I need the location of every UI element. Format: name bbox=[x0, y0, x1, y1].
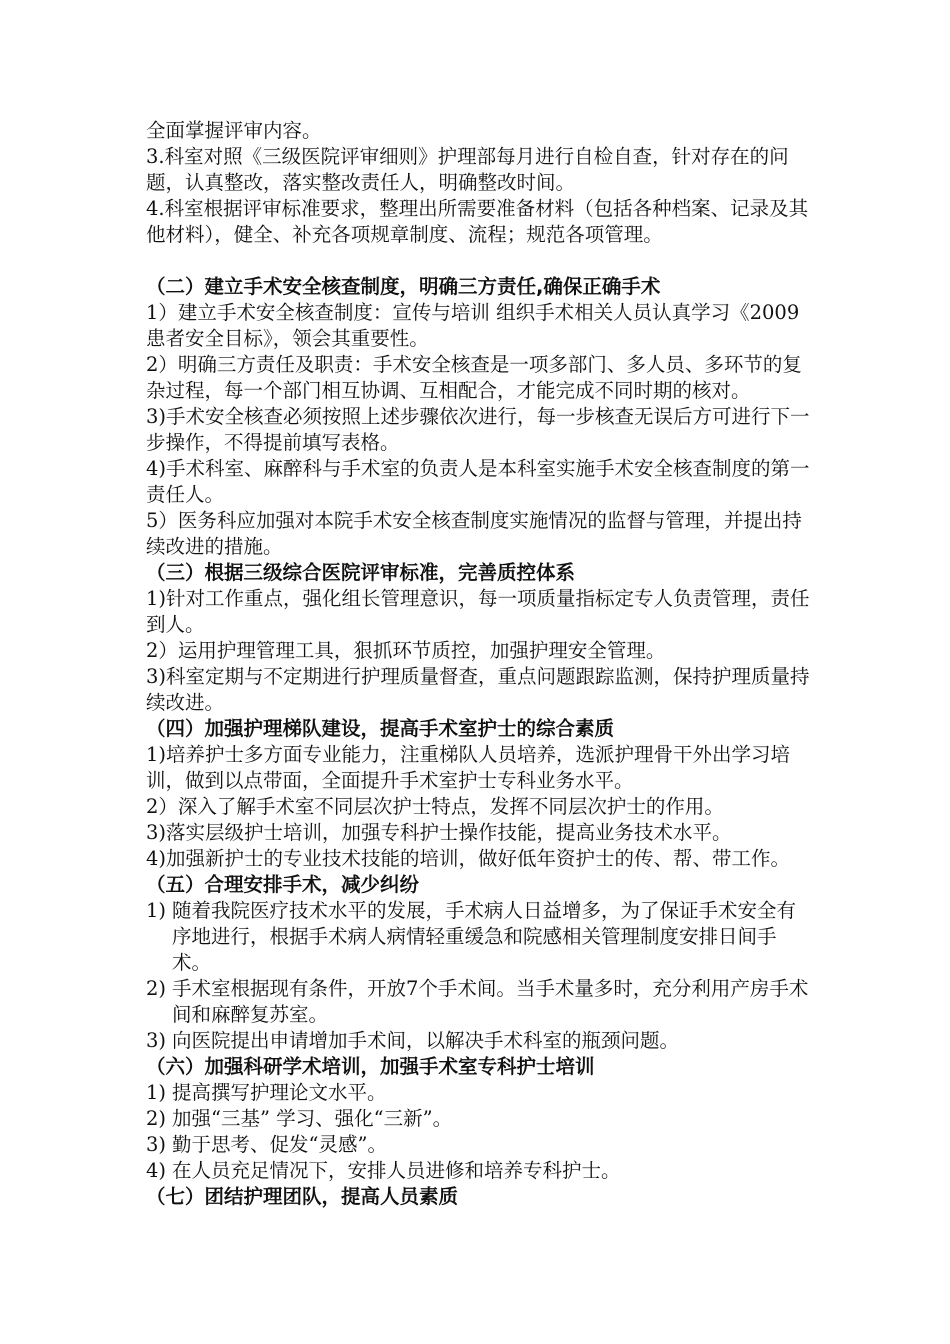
paragraph: 2）运用护理管理工具，狠抓环节质控，加强护理安全管理。 bbox=[146, 639, 666, 662]
list-item bbox=[146, 1080, 812, 1106]
list-item-number: 2) bbox=[146, 977, 167, 1000]
list-item bbox=[146, 976, 812, 1028]
section-heading: （二）建立手术安全核查制度，明确三方责任,确保正确手术 bbox=[146, 275, 661, 298]
list-item-number: 1) bbox=[146, 1081, 167, 1104]
list-item-number: 1) bbox=[146, 899, 167, 922]
list-item-text: 加强“三基” 学习、强化“三新”。 bbox=[172, 1107, 453, 1130]
paragraph: 4.科室根据评审标准要求，整理出所需要准备材料（包括各种档案、记录及其他材料），健全、补充各项规章制度、流程；规范各项管理。 bbox=[146, 197, 809, 246]
list-item-text: 手术室根据现有条件，开放7个手术间。当手术量多时，充分利用产房手术间和麻醉复苏室。 bbox=[172, 977, 809, 1026]
list-item-text: 向医院提出申请增加手术间，以解决手术科室的瓶颈问题。 bbox=[172, 1029, 680, 1052]
section-heading: （五）合理安排手术，减少纠纷 bbox=[146, 873, 420, 896]
paragraph: 2）明确三方责任及职责：手术安全核查是一项多部门、多人员、多环节的复杂过程，每一个部门相互协调、互相配合，才能完成不同时期的核对。 bbox=[146, 353, 802, 402]
paragraph: 4)手术科室、麻醉科与手术室的负责人是本科室实施手术安全核查制度的第一责任人。 bbox=[146, 457, 810, 506]
section-heading: （四）加强护理梯队建设，提高手术室护士的综合素质 bbox=[146, 717, 615, 740]
section-heading: （三）根据三级综合医院评审标准，完善质控体系 bbox=[146, 561, 576, 584]
list-item bbox=[146, 1132, 812, 1158]
spacer bbox=[146, 248, 812, 274]
paragraph: 3)落实层级护士培训，加强专科护士操作技能，提高业务技术水平。 bbox=[146, 821, 732, 844]
paragraph: 4)加强新护士的专业技术技能的培训，做好低年资护士的传、帮、带工作。 bbox=[146, 847, 791, 870]
paragraph: 3.科室对照《三级医院评审细则》护理部每月进行自检自查，针对存在的问题，认真整改，落实整改责任人，明确整改时间。 bbox=[146, 145, 789, 194]
paragraph: 3)科室定期与不定期进行护理质量督查，重点问题跟踪监测，保持护理质量持续改进。 bbox=[146, 665, 810, 714]
list-item bbox=[146, 1106, 812, 1132]
list-item-number: 3) bbox=[146, 1029, 167, 1052]
paragraph: 全面掌握评审内容。 bbox=[146, 119, 322, 142]
list-item-number: 2) bbox=[146, 1107, 167, 1130]
paragraph: 5）医务科应加强对本院手术安全核查制度实施情况的监督与管理，并提出持续改进的措施。 bbox=[146, 509, 802, 558]
document-page bbox=[146, 118, 812, 1210]
list-item bbox=[146, 1028, 812, 1054]
list-item-number: 4) bbox=[146, 1159, 167, 1182]
paragraph: 1)培养护士多方面专业能力，注重梯队人员培养，选派护理骨干外出学习培训，做到以点带面，全面提升手术室护士专科业务水平。 bbox=[146, 743, 791, 792]
list-item-text: 勤于思考、促发“灵感”。 bbox=[172, 1133, 387, 1156]
list-item-text: 提高撰写护理论文水平。 bbox=[172, 1081, 387, 1104]
section-heading: （六）加强科研学术培训，加强手术室专科护士培训 bbox=[146, 1055, 595, 1078]
list-item-number: 3) bbox=[146, 1133, 167, 1156]
list-item-text: 在人员充足情况下，安排人员进修和培养专科护士。 bbox=[172, 1159, 621, 1182]
section-heading: （七）团结护理团队，提高人员素质 bbox=[146, 1185, 459, 1208]
paragraph: 1)针对工作重点，强化组长管理意识，每一项质量指标定专人负责管理，责任到人。 bbox=[146, 587, 810, 636]
list-item bbox=[146, 1158, 812, 1184]
paragraph: 1）建立手术安全核查制度：宣传与培训 组织手术相关人员认真学习《2009患者安全目标》，领会其重要性。 bbox=[146, 301, 800, 350]
list-item-text: 随着我院医疗技术水平的发展，手术病人日益增多，为了保证手术安全有序地进行，根据手术病人病情轻重缓急和院感相关管理制度安排日间手术。 bbox=[172, 899, 797, 974]
paragraph: 2）深入了解手术室不同层次护士特点，发挥不同层次护士的作用。 bbox=[146, 795, 724, 818]
list-item bbox=[146, 898, 812, 976]
paragraph: 3)手术安全核查必须按照上述步骤依次进行，每一步核查无误后方可进行下一步操作，不得提前填写表格。 bbox=[146, 405, 810, 454]
